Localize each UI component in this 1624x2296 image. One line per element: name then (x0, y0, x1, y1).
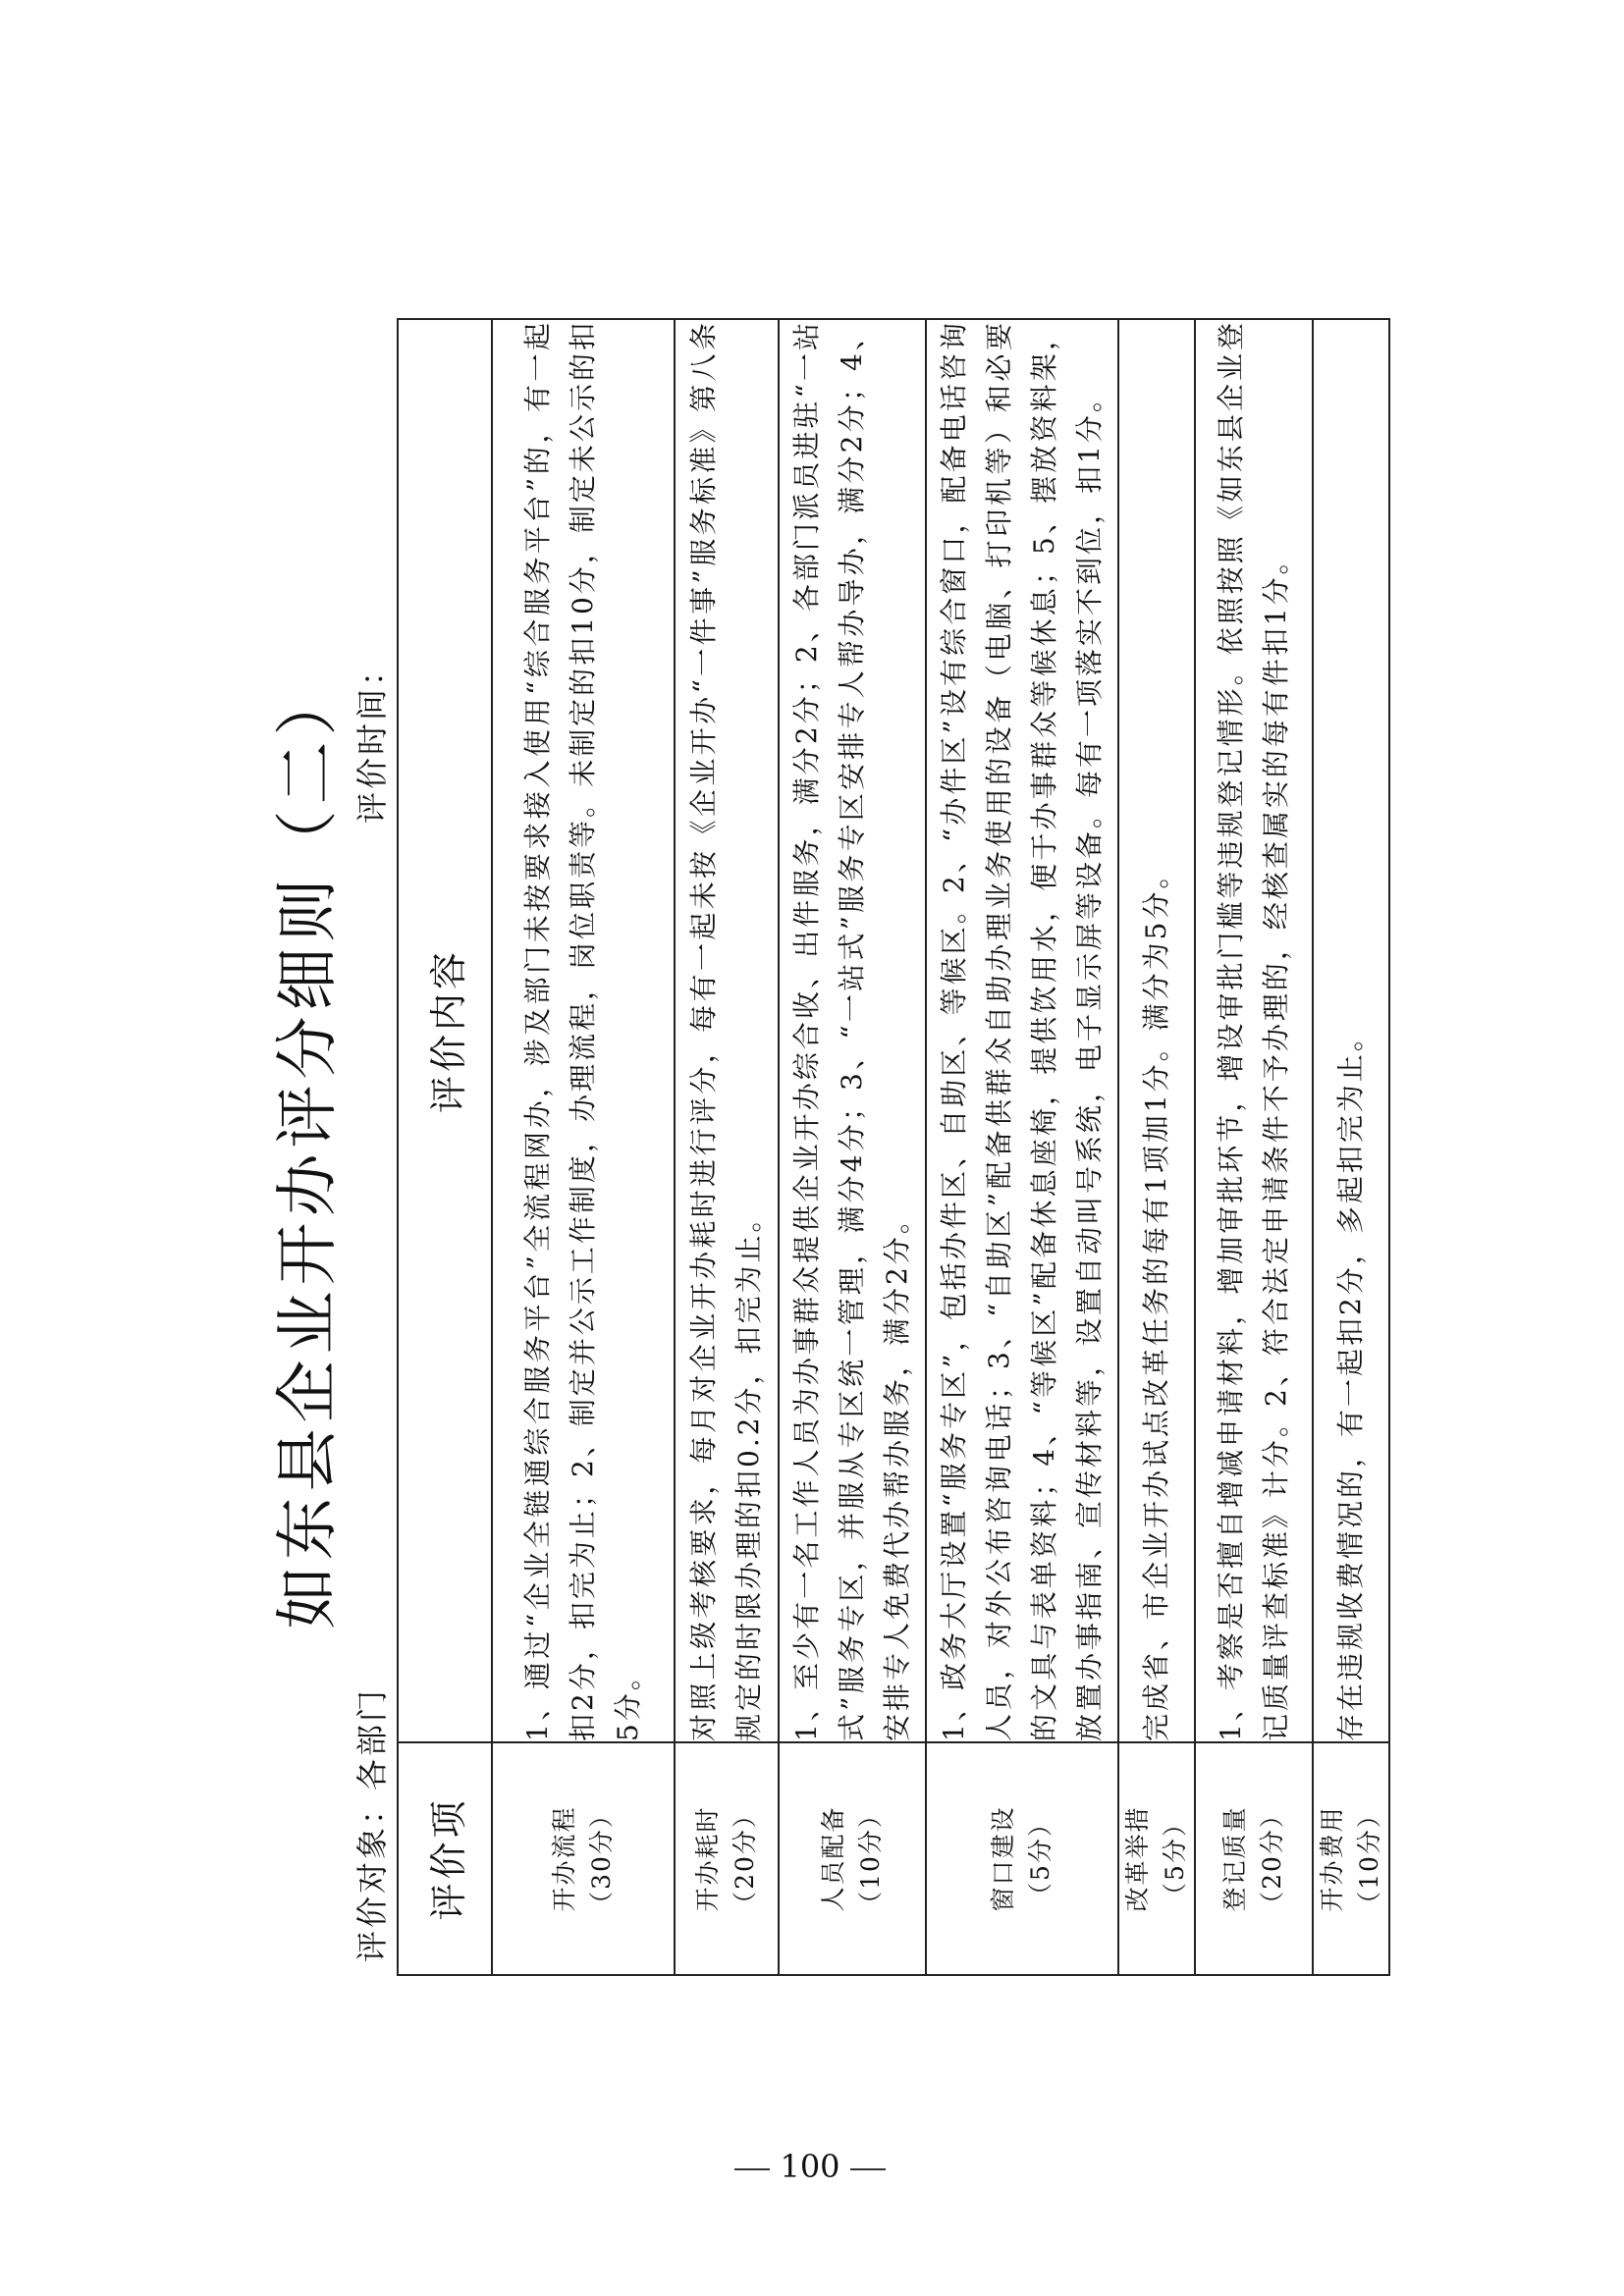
item-score: （5分） (1161, 1810, 1189, 1907)
row-item-cell (675, 1742, 779, 1975)
row-content: 1、考察是否擅自增减申请材料，增加审批环节，增设审批门槛等违规登记情形。依照按照《如东县企业登记质量评查标准》计分。2、符合法定申请条件不予办理的，经核查属实的每有件扣1分。 (1195, 319, 1313, 1742)
row-item-cell (1118, 1742, 1195, 1975)
row-content: 1、政务大厅设置“服务专区”，包括办件区、自助区、等候区。2、“办件区”设有综合窗口，配备电话咨询人员，对外公布咨询电话；3、“自助区”配备供群众自助办理业务使用的设备（电脑、打印机等）和必要的文具与表单资料；4、“等候区”配备休息座椅，提供饮用水，便于办事群众等候休息；5、摆放资料架，放置办事指南、宣传材料等，设置自动叫号系统，电子显示屏等设备。每有一项落实不到位，扣1分。 (926, 319, 1118, 1742)
page-number-value: 100 (780, 2148, 840, 2185)
row-content: 1、至少有一名工作人员为办事群众提供企业开办综合收、出件服务，满分2分；2、各部门派员进驻“一站式”服务专区，并服从专区统一管理，满分4分；3、“一站式”服务专区安排专人帮办导办，满分2分；4、安排专人免费代办帮办服务，满分2分。 (779, 319, 926, 1742)
page-number (707, 2148, 913, 2185)
item-score: （10分） (1355, 1801, 1383, 1916)
item-name: 登记质量 (1220, 1805, 1249, 1912)
scoring-table (397, 318, 1390, 1976)
table-row (926, 319, 1118, 1975)
table-row (1195, 319, 1313, 1975)
page-number-dash-left (734, 2168, 770, 2170)
item-name: 开办费用 (1318, 1805, 1346, 1912)
row-item-cell (926, 1742, 1118, 1975)
item-name: 人员配备 (819, 1805, 847, 1912)
row-item-cell (1195, 1742, 1313, 1975)
item-name: 窗口建设 (989, 1805, 1017, 1912)
table-row (492, 319, 675, 1975)
row-content: 存在违规收费情况的，有一起扣2分，多起扣完为止。 (1313, 319, 1389, 1742)
row-content: 对照上级考核要求，每月对企业开办耗时进行评分，每有一起未按《企业开办“一件事”服务标准》第八条规定的时限办理的扣0.2分，扣完为止。 (675, 319, 779, 1742)
item-score: （30分） (587, 1801, 616, 1916)
row-item-cell (1313, 1742, 1389, 1975)
item-score: （20分） (731, 1801, 759, 1916)
row-content: 1、通过“企业全链通综合服务平台”全流程网办，涉及部门未按要求接入使用“综合服务平台”的，有一起扣2分，扣完为止；2、制定并公示工作制度，办理流程，岗位职责等。未制定的扣10分，制定未公示的扣5分。 (492, 319, 675, 1742)
row-item-cell (492, 1742, 675, 1975)
evaluation-time: 评价时间： (353, 651, 391, 824)
table-row (779, 319, 926, 1975)
item-score: （20分） (1258, 1801, 1286, 1916)
document-title: 如东县企业开办评分细则（二） (272, 667, 345, 1629)
item-name: 改革举措 (1123, 1805, 1152, 1912)
item-score: （5分） (1026, 1810, 1055, 1907)
table-row (1313, 319, 1389, 1975)
item-score: （10分） (856, 1801, 885, 1916)
table-row (675, 319, 779, 1975)
page-number-dash-right (850, 2168, 886, 2170)
row-content: 完成省、市企业开办试点改革任务的每有1项加1分。满分为5分。 (1118, 319, 1195, 1742)
item-name: 开办流程 (550, 1805, 578, 1912)
table-header-row (398, 319, 492, 1975)
evaluation-target: 评价对象：各部门 (353, 1686, 391, 1962)
item-name: 开办耗时 (693, 1805, 722, 1912)
row-item-cell (779, 1742, 926, 1975)
table-row (1118, 319, 1195, 1975)
header-content: 评价内容 (398, 319, 492, 1742)
header-item: 评价项 (398, 1742, 492, 1975)
